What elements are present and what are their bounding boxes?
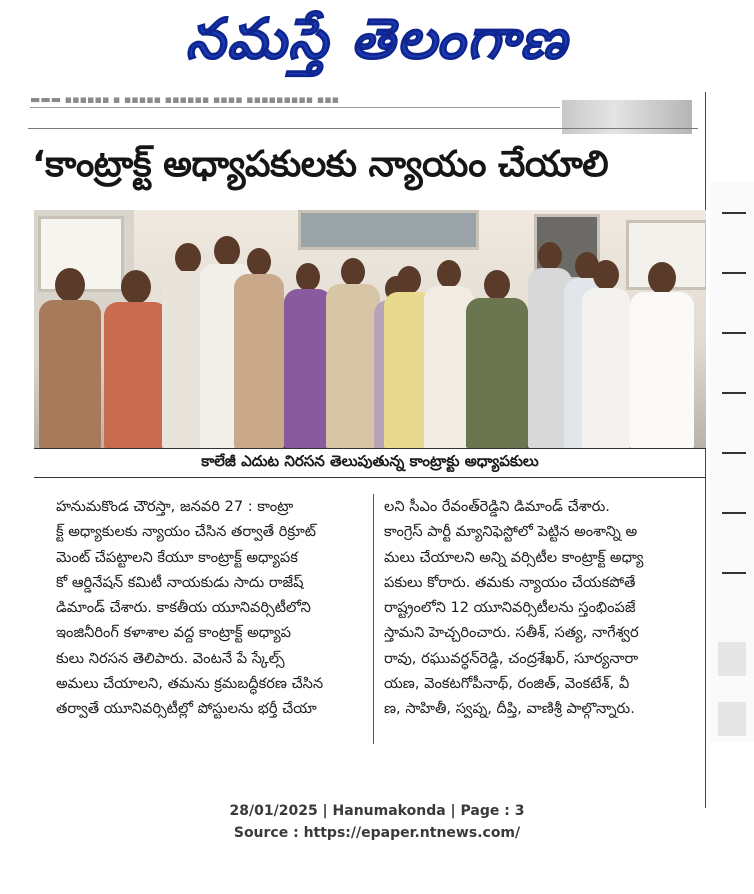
article-line: పకులు కోరారు. తమకు న్యాయం చేయకపోతే [384,573,636,591]
article-line: కాంగ్రెస్ పార్టీ మ్యానిఫెస్టోలో పెట్టిన అంశాన్ని అ [384,523,638,541]
cropped-adjacent-column [710,182,754,742]
article-line: డిమాండ్ చేశారు. కాకతీయ యూనివర్సిటీలోని [56,599,311,617]
article-line: రాష్ట్రంలోని 12 యూనివర్సిటీలను స్తంభింపజే [384,599,636,617]
article-line: ణ, సాహితీ, స్వప్న, దీప్తి, వాణిశ్రీ పాల్గొన్నారు. [384,700,635,718]
article-line: హనుమకొండ చౌరస్తా, జనవరి 27 : కాంట్రా [56,498,294,515]
column-divider [373,494,374,744]
article-line: రావు, రఘువర్ధన్‌రెడ్డి, చంద్రశేఖర్, సూర్యనారా [384,649,639,667]
article-body-right-column [384,494,702,754]
article-line: కులు నిరసన తెలిపారు. వెంటనే పే స్కేల్స్ [56,649,285,667]
article-body-left-column [56,494,374,754]
article-line: కో ఆర్డినేషన్ కమిటీ నాయకుడు సాదు రాజేష్ [56,573,304,591]
masthead-title: నమస్తే తెలంగాణ [185,6,569,72]
article-line: అమలు చేయాలని, తమను క్రమబద్ధీకరణ చేసిన [56,675,324,693]
article-headline: ‘కాంట్రాక్ట్ అధ్యాపకులకు న్యాయం చేయాలి [32,144,609,185]
article-line: లని సీఎం రేవంత్‌రెడ్డిని డిమాండ్ చేశారు. [384,498,610,515]
protest-group-photo [34,210,706,448]
article-line: క్ట్ అధ్యాకులకు న్యాయం చేసిన తర్వాతే రిక్రూట్ [56,523,316,541]
photo-caption: కాలేజీ ఎదుట నిరసన తెలుపుతున్న కాంట్రాక్టు అధ్యాపకులు [34,448,706,478]
section-rule [28,128,698,129]
cropped-previous-article-strip: ▬▬▬ ▪▪▪▪▪▪ ▪ ▪▪▪▪▪ ▪▪▪▪▪▪ ▪▪▪▪ ▪▪▪▪▪▪▪▪▪ ▪▪▪ [30,92,560,108]
edition-date-page: 28/01/2025 | Hanumakonda | Page : 3 [229,803,525,819]
article-line: మెంట్ చేపట్టాలని కేయూ కాంట్రాక్ట్ అధ్యాపక [56,548,298,566]
article-line: ఇంజినీరింగ్ కళాశాల వద్ద కాంట్రాక్ట్ అధ్యాప [56,624,292,642]
epaper-footer [0,800,754,844]
newspaper-masthead [0,0,754,92]
newspaper-clipping [0,92,754,808]
article-line: మలు చేయాలని అన్ని వర్సిటీల కాంట్రాక్ట్ అధ్యా [384,548,644,566]
article-line: తర్వాతే యూనివర్సిటీల్లో పోస్టులను భర్తీ చేయా [56,700,317,718]
source-url: Source : https://epaper.ntnews.com/ [233,825,521,841]
article-line: యణ, వెంకటగోపీనాథ్, రంజిత్, వెంకటేశ్, వీ [384,675,630,693]
article-line: స్తామని హెచ్చరించారు. సతీశ్, సత్య, నాగేశ్వర [384,624,639,642]
